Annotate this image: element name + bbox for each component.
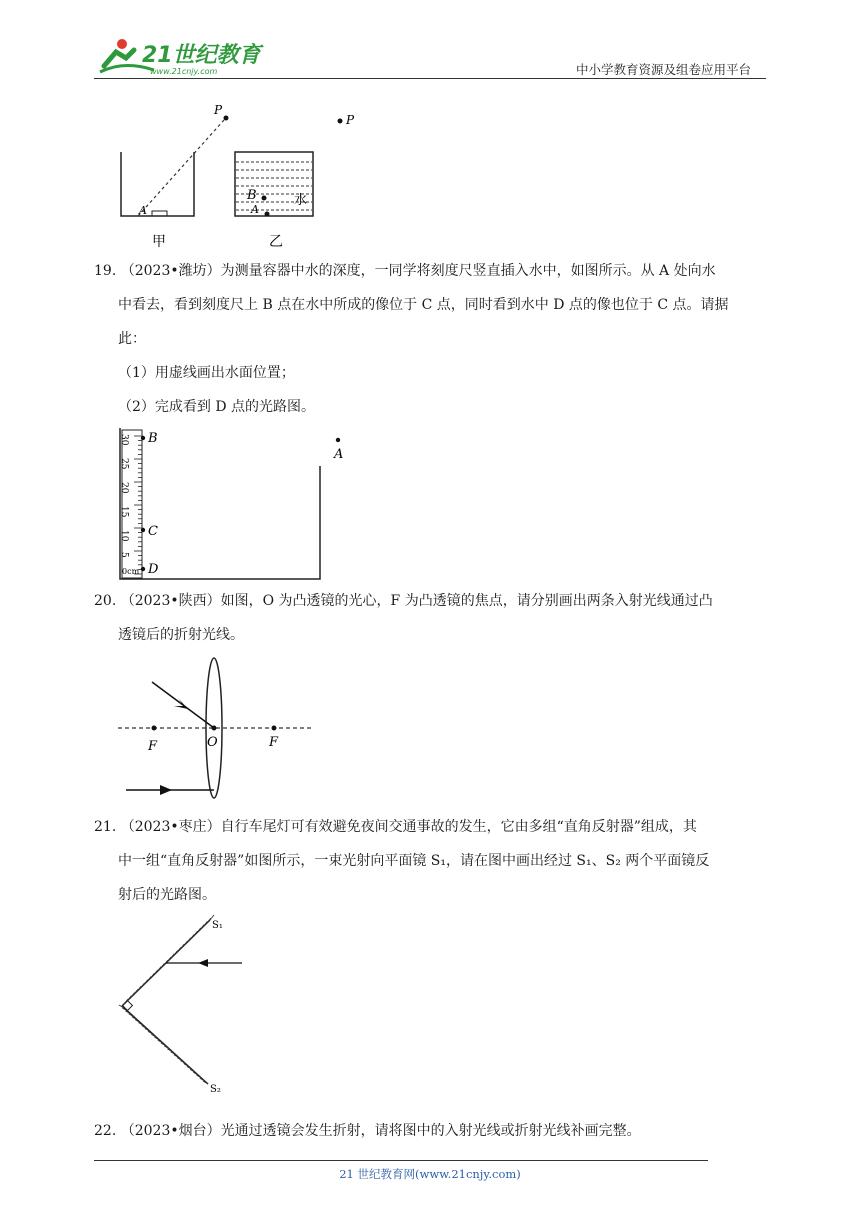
label-o: O <box>207 735 218 750</box>
header-platform-text: 中小学教育资源及组卷应用平台 <box>576 62 752 77</box>
q21-line2: 中一组“直角反射器”如图所示，一束光射向平面镜 S₁，请在图中画出经过 S₁、S₂ 两个平面镜反 <box>118 853 710 869</box>
label-a-q19: A <box>334 447 344 462</box>
label-p-left: P <box>214 103 223 117</box>
q20-number: 20. <box>94 593 117 609</box>
point-a-q19 <box>336 438 340 442</box>
q19-sub1: （1）用虚线画出水面位置； <box>118 365 295 381</box>
figure-q21 <box>116 914 256 1098</box>
q21-line1: 自行车尾灯可有效避免夜间交通事故的发生，它由多组“直角反射器”组成，其 <box>220 819 697 835</box>
logo-runner-icon <box>104 50 134 66</box>
point-b <box>262 196 267 201</box>
logo-text: 21世纪教育 <box>142 43 261 68</box>
question-21 <box>94 810 774 912</box>
optical-center <box>212 726 217 731</box>
label-s2: S₂ <box>210 1084 221 1094</box>
q22-line1: 光通过透镜会发生折射，请将图中的入射光线或折射光线补画完整。 <box>220 1123 641 1139</box>
label-s1: S₁ <box>212 920 223 931</box>
label-f-left: F <box>148 739 158 754</box>
header-divider <box>94 78 766 79</box>
q21-source: （2023•枣庄） <box>120 819 221 835</box>
q20-source: （2023•陕西） <box>120 593 221 609</box>
logo-url-text: www.21cnjy.com <box>150 67 218 76</box>
figure-q18 <box>116 100 366 254</box>
label-a-left: A <box>139 204 147 217</box>
footer-divider <box>94 1160 708 1161</box>
label-d: D <box>148 562 159 577</box>
sight-line <box>138 120 224 216</box>
ruler-label: 20 <box>119 482 129 494</box>
container-jia <box>121 152 194 216</box>
q19-line2: 中看去，看到刻度尺上 B 点在水中所成的像位于 C 点，同时看到水中 D 点的像也位于 C 点。请据 <box>118 297 729 313</box>
caption-yi: 乙 <box>269 234 283 250</box>
ruler-label: 10 <box>119 530 129 542</box>
q19-source: （2023•潍坊） <box>120 263 221 279</box>
focus-right <box>272 726 277 731</box>
footer-text: 21 世纪教育网(www.21cnjy.com) <box>339 1167 521 1181</box>
label-a-right: A <box>251 203 259 216</box>
point-c <box>141 528 145 532</box>
question-22 <box>94 1114 774 1148</box>
mirror-hatching <box>119 915 214 1084</box>
label-b-q19: B <box>148 431 158 446</box>
arrow-icon <box>160 785 172 795</box>
point-b-q19 <box>141 436 145 440</box>
point-p-right <box>338 119 343 124</box>
q19-line1: 为测量容器中水的深度，一同学将刻度尺竖直插入水中，如图所示。从 A 处向水 <box>220 263 716 279</box>
q21-number: 21. <box>94 819 117 835</box>
ruler-label: 15 <box>119 506 129 518</box>
q19-number: 19. <box>94 263 117 279</box>
figure-q19 <box>116 424 366 588</box>
caption-jia: 甲 <box>152 234 166 250</box>
label-c: C <box>148 524 158 539</box>
ruler-label: 5 <box>119 552 129 558</box>
q19-line3: 此： <box>118 331 146 347</box>
point-p-left <box>224 116 229 121</box>
ruler-label: 30 <box>119 434 129 446</box>
q22-number: 22. <box>94 1123 117 1139</box>
label-b: B <box>247 188 257 203</box>
focus-left <box>152 726 157 731</box>
arrow-icon <box>198 959 208 967</box>
point-d <box>141 567 145 571</box>
label-p-right: P <box>346 113 355 127</box>
q22-source: （2023•烟台） <box>120 1123 221 1139</box>
container-q19 <box>120 428 320 579</box>
q19-sub2: （2）完成看到 D 点的光路图。 <box>118 399 316 415</box>
q20-line2: 透镜后的折射光线。 <box>118 627 244 643</box>
logo-head-icon <box>117 39 127 49</box>
ruler-label: 0cm <box>122 567 140 576</box>
question-20 <box>94 584 774 652</box>
point-a-right <box>265 212 270 217</box>
figure-q20 <box>116 654 326 808</box>
incident-ray-1 <box>152 682 214 728</box>
q21-line3: 射后的光路图。 <box>118 887 216 903</box>
question-19 <box>94 254 774 424</box>
site-logo <box>94 36 264 80</box>
ruler-label: 25 <box>119 458 129 470</box>
q20-line1: 如图，O 为凸透镜的光心，F 为凸透镜的焦点，请分别画出两条入射光线通过凸 <box>220 593 713 609</box>
label-water: 水 <box>294 193 308 208</box>
label-f-right: F <box>269 735 279 750</box>
